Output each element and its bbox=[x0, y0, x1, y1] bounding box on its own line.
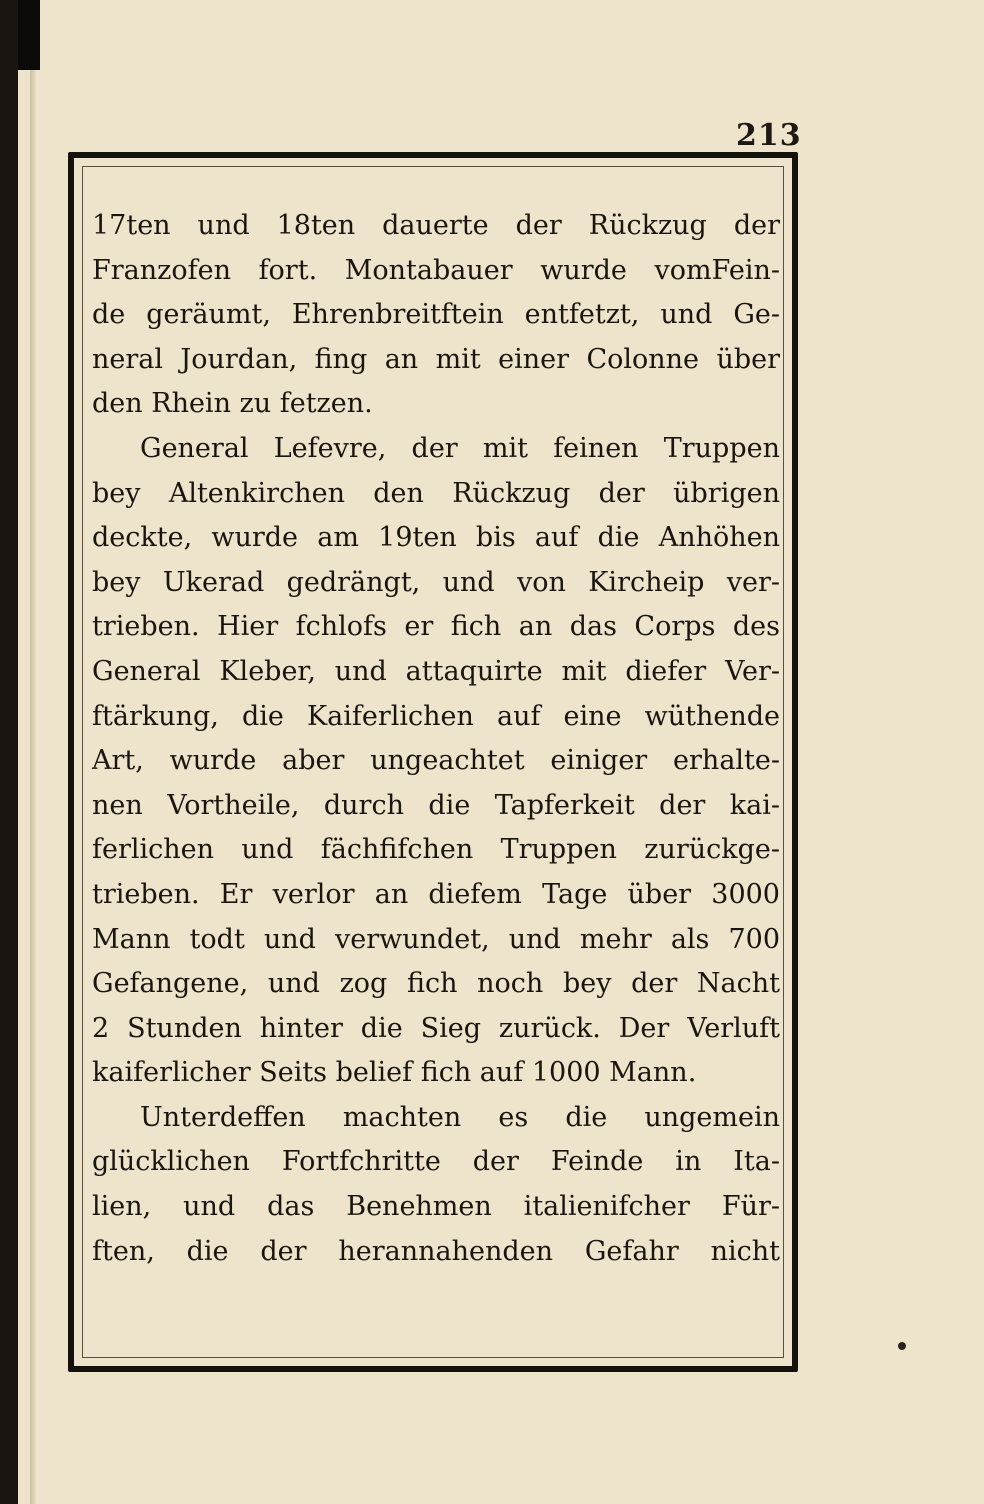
text-line: trieben. Hier fchlofs er fich an das Corps des bbox=[92, 611, 780, 643]
text-line: Franzofen fort. Montabauer wurde vomFein- bbox=[92, 254, 780, 286]
text-line: 17ten und 18ten dauerte der Rückzug der bbox=[92, 210, 780, 241]
text-line: Unterdeffen machten es die ungemein bbox=[140, 1101, 780, 1133]
text-line: kaiferlicher Seits belief fich auf 1000 Mann. bbox=[92, 1057, 697, 1089]
text-line: Mann todt und verwundet, und mehr als 700 bbox=[92, 923, 780, 955]
text-line: trieben. Er verlor an diefem Tage über 3000 bbox=[92, 878, 780, 910]
text-line: General Kleber, und attaquirte mit diefer Ver- bbox=[92, 655, 780, 687]
binding-shadow bbox=[18, 0, 40, 70]
text-line: bey Ukerad gedrängt, und von Kircheip ver- bbox=[92, 566, 780, 598]
text-line: ften, die der herannahenden Gefahr nicht bbox=[92, 1235, 780, 1267]
text-line: General Lefevre, der mit feinen Truppen bbox=[140, 432, 780, 464]
text-line: de geräumt, Ehrenbreitftein entfetzt, und Ge- bbox=[92, 299, 780, 331]
text-line: neral Jourdan, fing an mit einer Colonne über bbox=[92, 343, 780, 375]
text-line: ftärkung, die Kaiferlichen auf eine wüthende bbox=[92, 700, 780, 732]
text-line: nen Vortheile, durch die Tapferkeit der kai- bbox=[92, 789, 780, 821]
text-line: Art, wurde aber ungeachtet einiger erhalte- bbox=[92, 745, 780, 777]
text-line: glücklichen Fortfchritte der Feinde in Ita- bbox=[92, 1146, 780, 1178]
text-line: lien, und das Benehmen italienifcher Für- bbox=[92, 1191, 780, 1223]
left-page-edge bbox=[0, 0, 18, 1504]
text-line: 2 Stunden hinter die Sieg zurück. Der Verluft bbox=[92, 1012, 780, 1044]
page-number: 213 bbox=[736, 118, 802, 153]
text-line: bey Altenkirchen den Rückzug der übrigen bbox=[92, 477, 780, 509]
text-line: Gefangene, und zog fich noch bey der Nacht bbox=[92, 968, 780, 1000]
text-line: ferlichen und fächfifchen Truppen zurückge- bbox=[92, 834, 780, 866]
spine-gutter bbox=[30, 0, 36, 1504]
text-line: den Rhein zu fetzen. bbox=[92, 388, 373, 420]
ink-speck bbox=[898, 1342, 906, 1350]
text-line: deckte, wurde am 19ten bis auf die Anhöhen bbox=[92, 522, 780, 554]
body-text bbox=[92, 204, 780, 1274]
